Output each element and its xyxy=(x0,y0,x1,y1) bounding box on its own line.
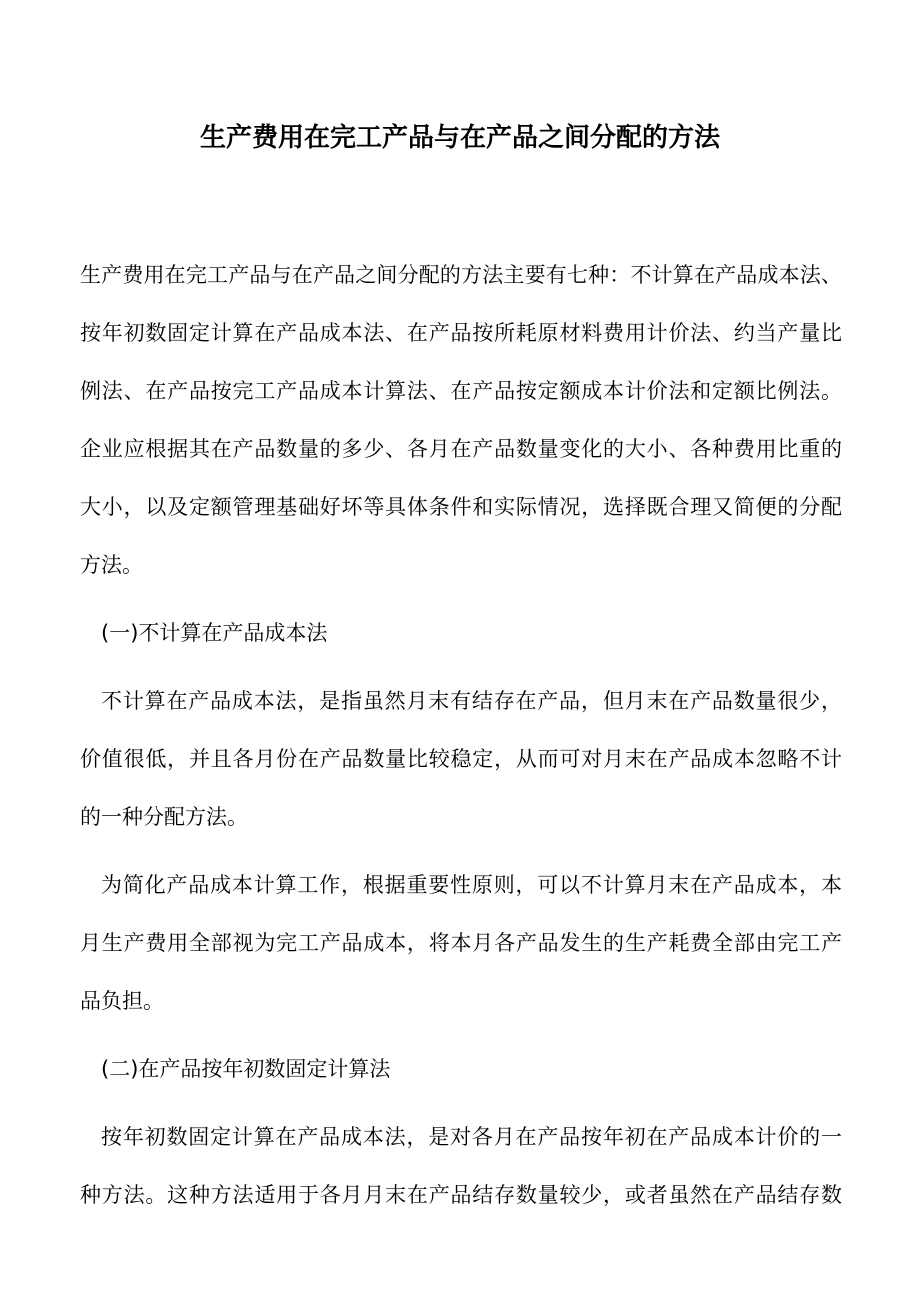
paragraph-method-1-detail xyxy=(80,856,842,1030)
paragraph-method-2-definition xyxy=(80,1108,842,1224)
text-line: 按年初数固定计算在产品成本法，是对各月在产品按年初在产品成本计价的一 xyxy=(101,1125,842,1149)
text-line: 价值很低，并且各月份在产品数量比较稳定，从而可对月末在产品成本忽略不计 xyxy=(80,747,842,771)
text-line: 生产费用在完工产品与在产品之间分配的方法主要有七种：不计算在产品成本法、 xyxy=(80,263,842,287)
text-line: 例法、在产品按完工产品成本计算法、在产品按定额成本计价法和定额比例法。 xyxy=(80,379,842,403)
text-line: 不计算在产品成本法，是指虽然月末有结存在产品，但月末在产品数量很少， xyxy=(101,689,842,713)
text-line: 大小，以及定额管理基础好坏等具体条件和实际情况，选择既合理又简便的分配 xyxy=(80,495,842,519)
text-line: 月生产费用全部视为完工产品成本，将本月各产品发生的生产耗费全部由完工产 xyxy=(80,931,842,955)
section-heading-2 xyxy=(80,1040,842,1098)
text-line: 企业应根据其在产品数量的多少、各月在产品数量变化的大小、各种费用比重的 xyxy=(80,437,842,461)
section-heading-1 xyxy=(80,604,842,662)
text-line: 为简化产品成本计算工作，根据重要性原则，可以不计算月末在产品成本，本 xyxy=(101,873,842,897)
paragraph-method-1-definition xyxy=(80,672,842,846)
text-line: 方法。 xyxy=(80,553,143,577)
text-line: 按年初数固定计算在产品成本法、在产品按所耗原材料费用计价法、约当产量比 xyxy=(80,321,842,345)
document-body xyxy=(80,246,842,1234)
heading-line: (二)在产品按年初数固定计算法 xyxy=(101,1057,391,1081)
document-title: 生产费用在完工产品与在产品之间分配的方法 xyxy=(199,123,720,153)
text-line: 的一种分配方法。 xyxy=(80,805,248,829)
text-line: 品负担。 xyxy=(80,989,164,1013)
paragraph-intro xyxy=(80,246,842,594)
heading-line: (一)不计算在产品成本法 xyxy=(101,621,328,645)
text-line: 种方法。这种方法适用于各月月末在产品结存数量较少，或者虽然在产品结存数 xyxy=(80,1183,842,1207)
